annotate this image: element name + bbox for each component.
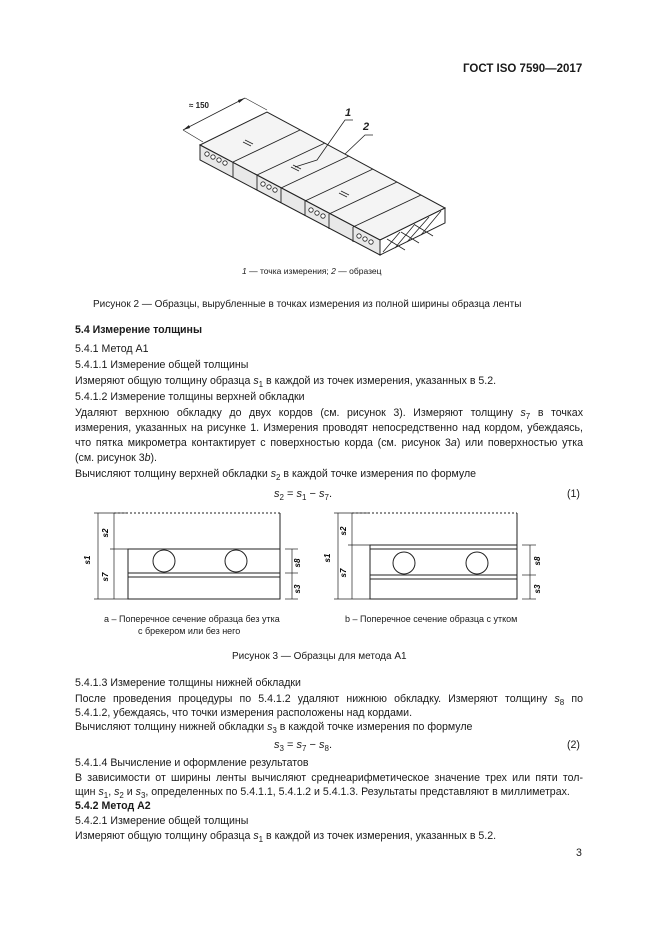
legend-2-text: — образец bbox=[335, 266, 382, 276]
var: s bbox=[267, 721, 273, 733]
legend-2-number: 2 bbox=[331, 266, 336, 276]
figure-3-caption: Рисунок 3 — Образцы для метода А1 bbox=[232, 651, 407, 662]
s1: 1 bbox=[103, 791, 109, 800]
v3: s bbox=[135, 786, 141, 798]
v1: s bbox=[98, 786, 104, 798]
text-a: щин bbox=[75, 786, 99, 798]
section-5-4-2-1: 5.4.2.1 Измерение общей толщины bbox=[75, 815, 249, 827]
para-2 bbox=[75, 467, 476, 485]
para-5414-line-1: В зависимости от ширины ленты вычисляют среднеарифметическое значение трех или пяти тол- bbox=[75, 772, 583, 784]
italic: a bbox=[450, 437, 457, 449]
lhs-sub: 2 bbox=[279, 493, 284, 502]
text-a: Удаляют верхнюю обкладку до двух кордов (см. рисунок 3). Измеряют толщину bbox=[75, 407, 521, 419]
section-5-4-heading: 5.4 Измерение толщины bbox=[75, 324, 203, 336]
c2: и bbox=[123, 786, 136, 798]
text-a: (см. рисунок 3 bbox=[75, 452, 145, 464]
sub: 1 bbox=[258, 380, 264, 389]
t1-sub: 7 bbox=[302, 744, 307, 753]
section-5-4-1: 5.4.1 Метод А1 bbox=[75, 343, 149, 355]
figure-3a-caption-line-2: с брекером или без него bbox=[138, 626, 241, 636]
text-b: , определенных по 5.4.1.1, 5.4.1.2 и 5.4.1.3. Результаты представляют в миллиметрах. bbox=[145, 786, 570, 798]
label-s2: s2 bbox=[339, 526, 348, 536]
text-b: в каждой точке измерения по формуле bbox=[276, 721, 473, 733]
var: s bbox=[253, 375, 259, 387]
para-1-line-2: измерения, указанных на рисунке 1. Измерения проводят непосредственно над кордом, убеждаясь, bbox=[75, 422, 583, 434]
figure-3b-cross-section bbox=[322, 505, 562, 610]
figure-2-legend bbox=[242, 266, 381, 276]
text-a: Измеряют общую толщину образца bbox=[75, 830, 254, 842]
s2: 2 bbox=[119, 791, 124, 800]
text-b: в каждой из точек измерения, указанных в 5.2. bbox=[263, 830, 497, 842]
label-s1: s1 bbox=[83, 555, 92, 565]
text-b: ) или поверхностью утка bbox=[456, 437, 583, 449]
page-number: 3 bbox=[576, 847, 582, 859]
lhs: s bbox=[274, 488, 280, 500]
callout-1: 1 bbox=[345, 107, 352, 119]
dim-label: ≈ 150 bbox=[189, 101, 209, 110]
callout-2: 2 bbox=[363, 121, 370, 133]
formula-2-number: (2) bbox=[567, 739, 580, 751]
figure-3a-caption-line-1: a – Поперечное сечение образца без утка bbox=[104, 614, 280, 624]
label-s7: s7 bbox=[339, 568, 348, 578]
section-5-4-1-2: 5.4.1.2 Измерение толщины верхней обкладки bbox=[75, 391, 305, 403]
standard-header: ГОСТ ISO 7590—2017 bbox=[463, 63, 583, 75]
lhs-sub: 3 bbox=[279, 744, 284, 753]
end: . bbox=[328, 488, 333, 500]
var: s bbox=[270, 468, 276, 480]
v2: s bbox=[114, 786, 120, 798]
t1: s bbox=[296, 488, 302, 500]
minus: − bbox=[306, 488, 319, 500]
section-5-4-1-1: 5.4.1.1 Измерение общей толщины bbox=[75, 359, 249, 371]
para-1-line-4 bbox=[75, 451, 157, 465]
italic: b bbox=[144, 452, 151, 464]
s3: 3 bbox=[140, 791, 146, 800]
minus: − bbox=[306, 739, 319, 751]
para-1-line-3 bbox=[75, 436, 583, 450]
label-s8: s8 bbox=[293, 558, 302, 568]
sub: 1 bbox=[258, 835, 264, 844]
t2: s bbox=[319, 488, 325, 500]
section-5-4-1-3: 5.4.1.3 Измерение толщины нижней обкладки bbox=[75, 677, 301, 689]
eq: = bbox=[283, 739, 297, 751]
t2-sub: 7 bbox=[324, 493, 329, 502]
label-s7: s7 bbox=[101, 572, 110, 582]
t2: s bbox=[319, 739, 325, 751]
figure-2-caption: Рисунок 2 — Образцы, вырубленные в точках измерения из полной ширины образца ленты bbox=[93, 299, 522, 310]
sub: 3 bbox=[272, 726, 277, 735]
formula-1 bbox=[274, 487, 332, 505]
text-b: в точках bbox=[530, 407, 583, 419]
text-a: Измеряют общую толщину образца bbox=[75, 375, 254, 387]
text-a: Вычисляют толщину верхней обкладки bbox=[75, 468, 271, 480]
c1: , bbox=[108, 786, 115, 798]
t2-sub: 8 bbox=[324, 744, 329, 753]
label-s1: s1 bbox=[323, 553, 332, 563]
t1-sub: 1 bbox=[302, 493, 307, 502]
legend-1-text: — точка измерения; bbox=[246, 266, 332, 276]
lhs: s bbox=[274, 739, 280, 751]
para-5-4-2-1 bbox=[75, 829, 496, 847]
section-5-4-1-4: 5.4.1.4 Вычисление и оформление результатов bbox=[75, 757, 309, 769]
end: . bbox=[328, 739, 333, 751]
para-5413-line-2: 5.4.1.2, убеждаясь, что точки измерения расположены над кордами. bbox=[75, 707, 413, 719]
var: s bbox=[520, 407, 526, 419]
formula-1-number: (1) bbox=[567, 488, 580, 500]
text-b: в каждой точке измерения по формуле bbox=[280, 468, 477, 480]
figure-3b-caption: b – Поперечное сечение образца с утком bbox=[345, 614, 518, 624]
label-s2: s2 bbox=[101, 528, 110, 538]
text-a: что пятка микрометра контактирует с поверхностью корда (см. рисунок 3 bbox=[75, 437, 451, 449]
text-a: Вычисляют толщину нижней обкладки bbox=[75, 721, 268, 733]
var: s bbox=[554, 693, 560, 705]
text-b: ). bbox=[150, 452, 158, 464]
figure-2-belt-drawing bbox=[175, 90, 460, 260]
formula-2 bbox=[274, 738, 332, 756]
eq: = bbox=[283, 488, 297, 500]
para-5413-line-3 bbox=[75, 720, 472, 738]
label-s8: s8 bbox=[533, 556, 542, 566]
label-s3: s3 bbox=[293, 584, 302, 594]
sub: 2 bbox=[275, 473, 281, 482]
label-s3: s3 bbox=[533, 584, 542, 594]
t1: s bbox=[296, 739, 302, 751]
text-b: по bbox=[564, 693, 583, 705]
sub: 8 bbox=[559, 698, 565, 707]
var: s bbox=[253, 830, 259, 842]
text-b: в каждой из точек измерения, указанных в 5.2. bbox=[263, 375, 497, 387]
legend-1-number: 1 bbox=[242, 266, 247, 276]
text-a: После проведения процедуры по 5.4.1.2 удаляют нижнюю обкладку. Измеряют толщину bbox=[75, 693, 555, 705]
figure-3a-cross-section bbox=[80, 505, 315, 610]
section-5-4-2-heading: 5.4.2 Метод А2 bbox=[75, 800, 151, 812]
sub: 7 bbox=[525, 412, 531, 421]
